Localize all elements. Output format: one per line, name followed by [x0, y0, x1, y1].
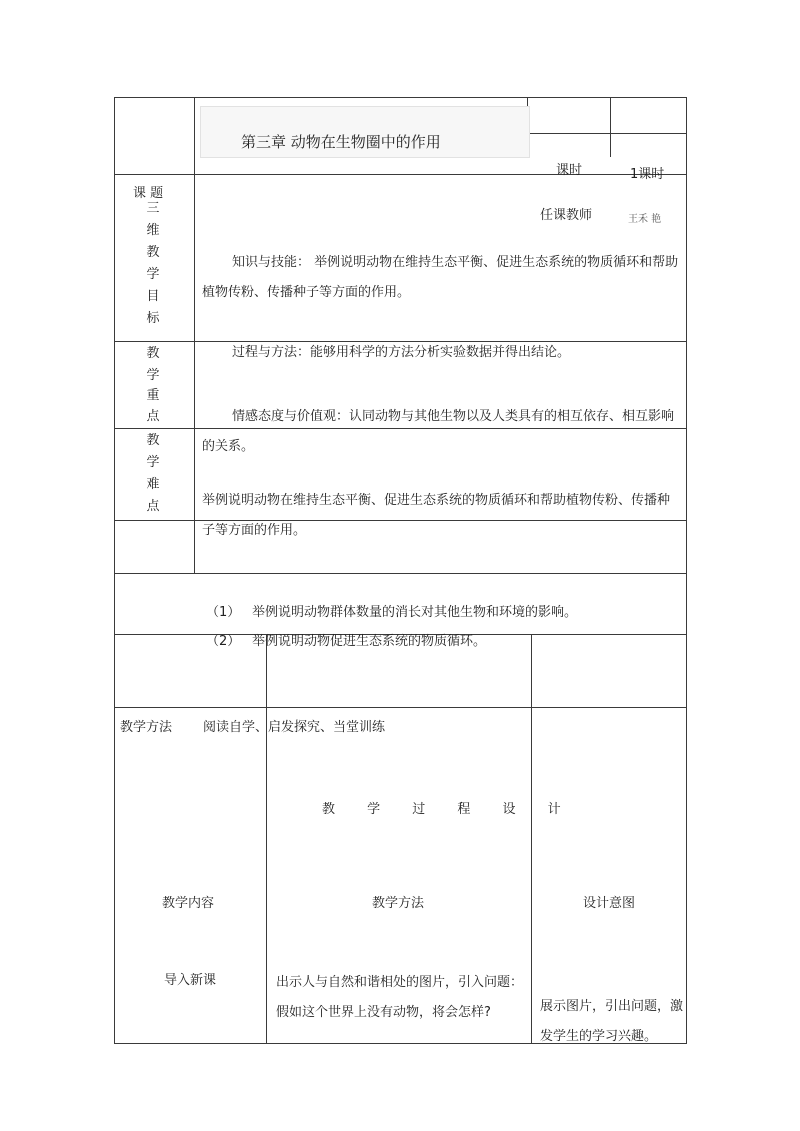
goals-label-char: 三	[146, 201, 160, 216]
key-label-char: 教	[146, 346, 160, 361]
row-content: 导入新课	[164, 973, 217, 988]
method-label: 教学方法	[120, 720, 173, 735]
difficulty-label-char: 学	[146, 455, 160, 470]
key-label-char: 点	[146, 409, 160, 424]
method-row-line	[114, 573, 687, 574]
difficulty-2-num: （2）	[206, 634, 241, 649]
chapter-title-box	[200, 106, 530, 158]
teacher-value: 王禾 艳	[628, 214, 662, 225]
difficulty-2-text: 举例说明动物促进生态系统的物质循环。	[252, 634, 487, 649]
process-top-line	[114, 707, 687, 708]
key-point-text: 举例说明动物在维持生态平衡、促进生态系统的物质循环和帮助植物传粉、传播种子等方面的作用。	[202, 493, 671, 538]
goal-attitude: 情感态度与价值观：认同动物与其他生物以及人类具有的相互依存、相互影响的关系。	[202, 409, 675, 454]
header-divider-b	[610, 97, 611, 157]
header-mid-line	[527, 133, 687, 134]
process-divider-right	[531, 634, 532, 1044]
topic-label: 课 题	[133, 186, 164, 201]
row-intent: 展示图片，引出问题，激发学生的学习兴趣。	[540, 999, 684, 1044]
goals-label-char: 目	[146, 289, 160, 304]
process-divider-left	[266, 634, 267, 1044]
table-right-border	[686, 97, 687, 1044]
header-bottom-line	[114, 174, 687, 175]
lesson-hours-label: 课时	[556, 163, 583, 178]
difficulty-label-char: 难	[146, 477, 160, 492]
col-method-header: 教学方法	[372, 896, 425, 911]
goal-knowledge: 知识与技能： 举例说明动物在维持生态平衡、促进生态系统的物质循环和帮助植物传粉、传播种子等方面的作用。	[202, 255, 679, 300]
goal-process: 过程与方法：能够用科学的方法分析实验数据并得出结论。	[232, 345, 571, 360]
table-top-border	[114, 97, 687, 98]
col-intent-header: 设计意图	[583, 896, 636, 911]
label-column-divider	[194, 97, 195, 573]
table-left-border	[114, 97, 115, 1044]
goals-label-char: 学	[146, 267, 160, 282]
row-method: 出示人与自然和谐相处的图片，引入问题： 假如这个世界上没有动物，将会怎样?	[276, 975, 524, 1020]
difficulty-label-char: 教	[146, 433, 160, 448]
goals-label-char: 标	[146, 311, 160, 326]
goals-label-char: 教	[146, 245, 160, 260]
difficulty-1-text: 举例说明动物群体数量的消长对其他生物和环境的影响。	[252, 605, 578, 620]
difficulty-1-num: （1）	[206, 605, 241, 620]
method-value: 阅读自学、启发探究、当堂训练	[203, 720, 386, 735]
col-content-header: 教学内容	[162, 896, 215, 911]
goals-label-char: 维	[146, 223, 160, 238]
difficulty-label-char: 点	[146, 499, 160, 514]
key-label-char: 学	[146, 368, 160, 383]
key-label-char: 重	[146, 388, 160, 403]
lesson-hours-value: 1课时	[630, 167, 665, 182]
process-heading: 教 学 过 程 设 计	[322, 802, 575, 817]
teacher-label: 任课教师	[540, 208, 593, 223]
chapter-title: 第三章 动物在生物圈中的作用	[241, 133, 441, 151]
